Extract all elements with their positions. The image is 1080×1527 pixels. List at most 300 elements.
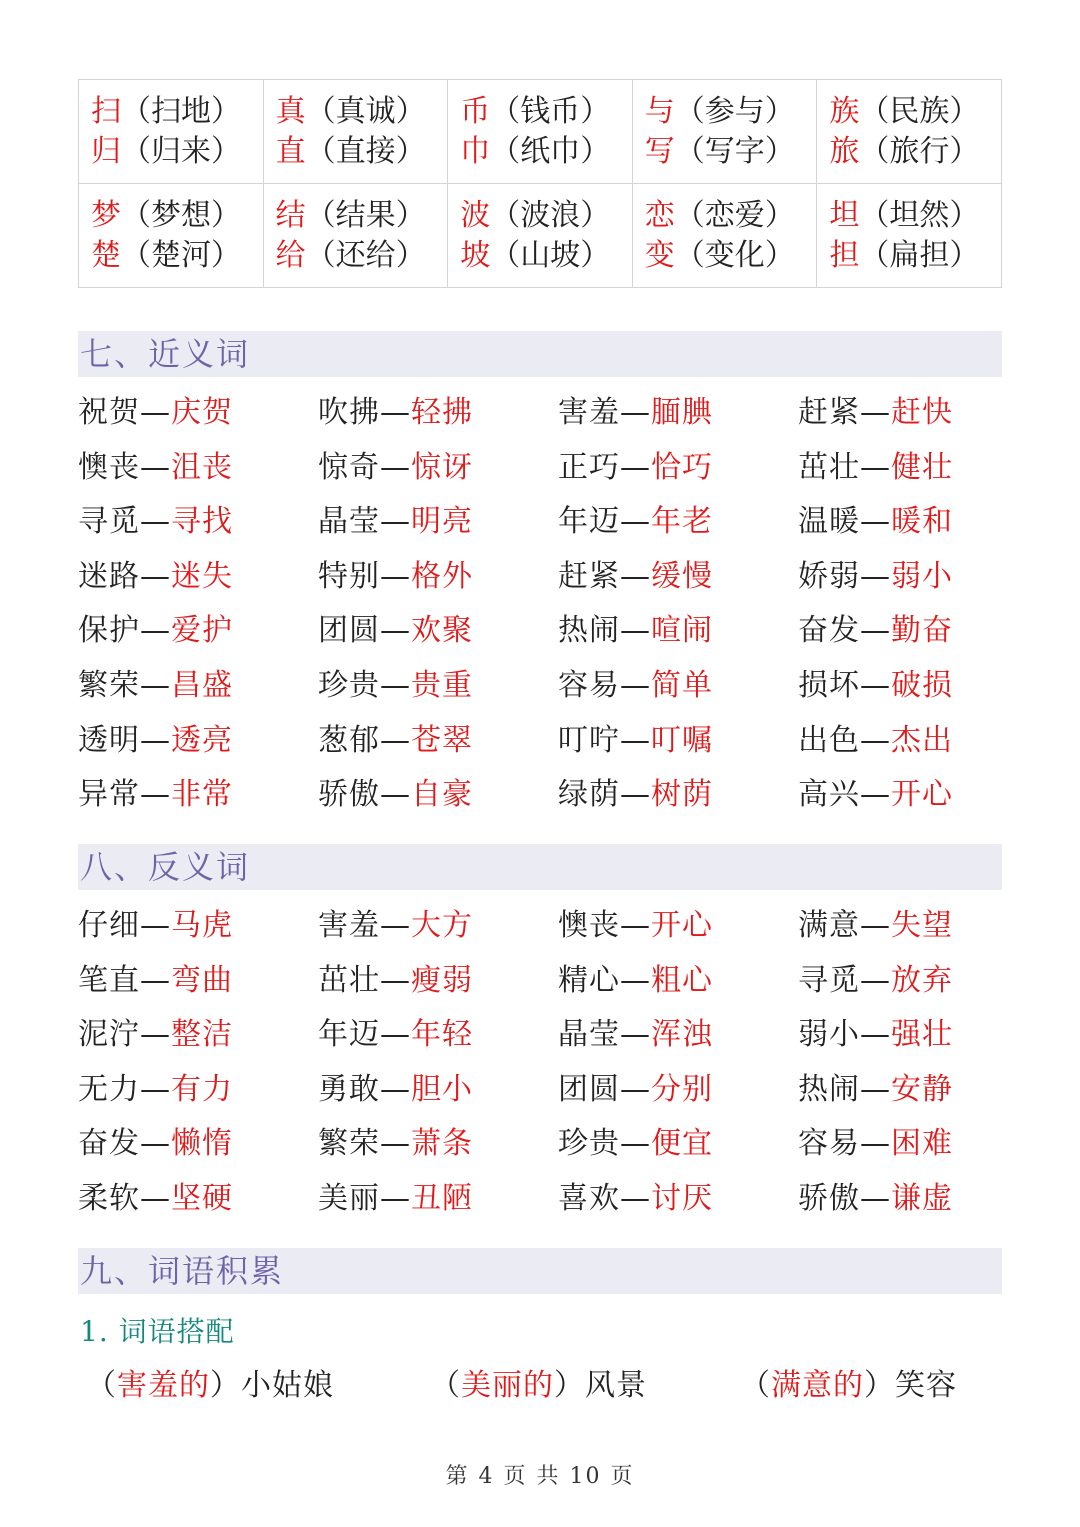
char-pair (645, 92, 817, 132)
example-word: 还给 (335, 237, 396, 273)
synonym-pair (558, 768, 798, 823)
paren-close: ） (764, 237, 795, 273)
word-given: 泥泞 (78, 1017, 140, 1053)
word-answer: 暖和 (891, 504, 953, 540)
word-answer: 讨厌 (651, 1180, 713, 1216)
collocation-item (430, 1364, 647, 1408)
word-row (78, 386, 1038, 441)
dash: — (620, 1126, 651, 1162)
dash: — (140, 504, 171, 540)
example-word: 扁担 (889, 237, 950, 273)
synonym-pair (558, 386, 798, 441)
section-title: 七、近义词 (80, 335, 251, 373)
word-answer: 放弃 (891, 962, 953, 998)
word-given: 损坏 (798, 667, 860, 703)
word-row (78, 899, 1038, 954)
antonym-pair (798, 1172, 1038, 1227)
example-word: 民族 (889, 93, 950, 129)
table-row (79, 80, 1002, 184)
word-answer: 困难 (891, 1126, 953, 1162)
char-pair (91, 92, 263, 132)
section-title: 八、反义词 (80, 848, 251, 886)
antonym-pair (318, 1063, 558, 1118)
dash: — (380, 777, 411, 813)
word-answer: 格外 (411, 558, 473, 594)
paren-close: ） (949, 197, 980, 233)
paren-open: （ (121, 93, 151, 129)
word-given: 弱小 (798, 1017, 860, 1053)
word-answer: 沮丧 (171, 449, 233, 485)
section-header-vocab (78, 1248, 1002, 1294)
paren-open: （ (86, 1368, 117, 1403)
paren-open: （ (490, 133, 521, 169)
synonym-pair (318, 604, 558, 659)
antonym-pair (78, 1172, 318, 1227)
target-char: 与 (644, 93, 675, 129)
word-given: 吹拂 (318, 395, 380, 430)
dash: — (860, 558, 891, 594)
paren-open: （ (490, 237, 521, 273)
antonym-pair (78, 954, 318, 1009)
synonym-pair (318, 550, 558, 605)
word-answer: 杰出 (891, 722, 953, 758)
dash: — (380, 613, 411, 649)
dash: — (860, 667, 891, 703)
synonym-pair (798, 768, 1038, 823)
char-pair (276, 132, 448, 172)
page-footer: 第 4 页 共 10 页 (445, 1464, 635, 1489)
target-char: 族 (829, 93, 860, 129)
table-cell (448, 184, 633, 288)
word-answer: 轻拂 (411, 395, 473, 430)
dash: — (620, 558, 651, 594)
target-char: 楚 (91, 237, 121, 273)
char-pair (276, 92, 448, 132)
dash: — (380, 722, 411, 758)
dash: — (140, 395, 171, 430)
antonym-pair (558, 954, 798, 1009)
synonym-pair (558, 604, 798, 659)
example-word: 波浪 (520, 197, 581, 233)
word-answer: 苍翠 (411, 722, 473, 758)
table-row (79, 184, 1002, 288)
synonym-pair (318, 495, 558, 550)
dash: — (140, 1017, 171, 1053)
word-given: 寻觅 (798, 962, 860, 998)
dash: — (140, 449, 171, 485)
dash: — (380, 558, 411, 594)
word-answer: 坚硬 (171, 1180, 233, 1216)
word-given: 珍贵 (318, 667, 380, 703)
synonym-pair (798, 714, 1038, 769)
word-answer: 开心 (891, 777, 953, 813)
antonym-pair (78, 1063, 318, 1118)
synonym-pair (558, 714, 798, 769)
word-given: 叮咛 (558, 722, 620, 758)
paren-close: ） (554, 1368, 585, 1403)
word-given: 赶紧 (798, 395, 860, 430)
synonym-pair (318, 714, 558, 769)
dash: — (620, 667, 651, 703)
word-answer: 迷失 (171, 558, 233, 594)
paren-close: ） (210, 1368, 241, 1403)
table-cell (79, 184, 264, 288)
word-answer: 勤奋 (891, 613, 953, 649)
word-answer: 弱小 (891, 558, 953, 594)
section-header-antonyms (78, 844, 1002, 890)
dash: — (140, 1180, 171, 1216)
word-answer: 爱护 (171, 613, 233, 649)
paren-close: ） (395, 237, 426, 273)
word-row (78, 954, 1038, 1009)
synonym-pair (78, 714, 318, 769)
dash: — (860, 722, 891, 758)
synonym-pair (78, 604, 318, 659)
dash: — (380, 1126, 411, 1162)
word-given: 繁荣 (318, 1126, 380, 1162)
word-row (78, 604, 1038, 659)
paren-open: （ (740, 1368, 771, 1403)
example-word: 写字 (704, 133, 765, 169)
word-given: 繁荣 (78, 667, 140, 703)
target-char: 变 (644, 237, 675, 273)
dash: — (620, 962, 651, 998)
word-answer: 叮嘱 (651, 722, 713, 758)
paren-open: （ (674, 237, 705, 273)
word-given: 异常 (78, 777, 140, 813)
paren-open: （ (121, 133, 151, 169)
paren-open: （ (121, 237, 151, 273)
paren-open: （ (859, 197, 890, 233)
word-answer: 便宜 (651, 1126, 713, 1162)
paren-close: ） (211, 93, 241, 129)
dash: — (140, 613, 171, 649)
word-given: 柔软 (78, 1180, 140, 1216)
dash: — (620, 722, 651, 758)
table-cell (263, 80, 448, 184)
word-answer: 开心 (651, 908, 713, 943)
char-pair (91, 132, 263, 172)
word-answer: 恰巧 (651, 449, 713, 485)
word-row (78, 1063, 1038, 1118)
dash: — (620, 777, 651, 813)
example-word: 参与 (704, 93, 765, 129)
word-given: 娇弱 (798, 558, 860, 594)
antonym-pair (558, 1117, 798, 1172)
example-word: 旅行 (889, 133, 950, 169)
word-given: 害羞 (558, 395, 620, 430)
paren-open: （ (121, 197, 151, 233)
antonym-pair (558, 899, 798, 954)
dash: — (620, 395, 651, 430)
word-given: 特别 (318, 558, 380, 594)
word-given: 容易 (558, 667, 620, 703)
antonym-pair (558, 1172, 798, 1227)
section-header-synonyms (78, 331, 1002, 377)
character-comparison-table (78, 79, 1002, 288)
example-word: 纸巾 (520, 133, 581, 169)
word-given: 晶莹 (558, 1017, 620, 1053)
word-answer: 有力 (171, 1071, 233, 1107)
collocation-answer: 害羞的 (117, 1368, 210, 1403)
word-given: 害羞 (318, 908, 380, 943)
word-answer: 整洁 (171, 1017, 233, 1053)
word-given: 惊奇 (318, 449, 380, 485)
table-cell (632, 80, 817, 184)
char-pair (276, 236, 448, 276)
word-answer: 庆贺 (171, 395, 233, 430)
dash: — (620, 613, 651, 649)
paren-open: （ (305, 197, 336, 233)
paren-open: （ (859, 93, 890, 129)
char-pair (460, 132, 632, 172)
dash: — (380, 1180, 411, 1216)
target-char: 归 (91, 133, 121, 169)
example-word: 梦想 (151, 197, 211, 233)
word-given: 容易 (798, 1126, 860, 1162)
word-given: 赶紧 (558, 558, 620, 594)
word-answer: 瘦弱 (411, 962, 473, 998)
word-row (78, 550, 1038, 605)
collocation-noun: 小姑娘 (241, 1368, 334, 1403)
word-given: 寻觅 (78, 504, 140, 540)
dash: — (620, 1071, 651, 1107)
synonym-pair (558, 441, 798, 496)
word-answer: 树荫 (651, 777, 713, 813)
word-given: 奋发 (78, 1126, 140, 1162)
synonym-pair (798, 441, 1038, 496)
char-pair (829, 236, 1001, 276)
word-answer: 简单 (651, 667, 713, 703)
dash: — (860, 777, 891, 813)
word-given: 绿荫 (558, 777, 620, 813)
antonym-pair (558, 1063, 798, 1118)
dash: — (140, 962, 171, 998)
paren-close: ） (764, 133, 795, 169)
char-pair (645, 196, 817, 236)
synonym-pair (78, 441, 318, 496)
word-row (78, 768, 1038, 823)
paren-open: （ (859, 133, 890, 169)
antonym-pair (798, 1063, 1038, 1118)
word-given: 满意 (798, 908, 860, 943)
dash: — (860, 1180, 891, 1216)
paren-open: （ (674, 133, 705, 169)
word-row (78, 1172, 1038, 1227)
table-cell (817, 80, 1002, 184)
paren-close: ） (764, 93, 795, 129)
paren-open: （ (305, 93, 336, 129)
target-char: 波 (460, 197, 491, 233)
char-pair (460, 92, 632, 132)
table-cell (263, 184, 448, 288)
synonym-pair (558, 659, 798, 714)
paren-close: ） (580, 197, 611, 233)
synonym-pair (558, 550, 798, 605)
word-answer: 谦虚 (891, 1180, 953, 1216)
word-given: 骄傲 (798, 1180, 860, 1216)
char-pair (645, 132, 817, 172)
word-given: 透明 (78, 722, 140, 758)
target-char: 真 (275, 93, 306, 129)
antonym-pair (798, 1008, 1038, 1063)
dash: — (140, 777, 171, 813)
dash: — (860, 962, 891, 998)
word-row (78, 714, 1038, 769)
synonym-pair (78, 495, 318, 550)
dash: — (380, 1017, 411, 1053)
paren-close: ） (949, 237, 980, 273)
antonym-grid (78, 899, 1038, 1227)
dash: — (140, 667, 171, 703)
word-given: 懊丧 (558, 908, 620, 943)
word-given: 晶莹 (318, 504, 380, 540)
word-given: 祝贺 (78, 395, 140, 430)
word-answer: 腼腆 (651, 395, 713, 430)
synonym-pair (318, 768, 558, 823)
word-given: 美丽 (318, 1180, 380, 1216)
dash: — (140, 908, 171, 943)
paren-open: （ (490, 93, 521, 129)
word-given: 迷路 (78, 558, 140, 594)
dash: — (620, 449, 651, 485)
example-word: 坦然 (889, 197, 950, 233)
paren-open: （ (674, 197, 705, 233)
word-answer: 破损 (891, 667, 953, 703)
word-given: 喜欢 (558, 1180, 620, 1216)
example-word: 山坡 (520, 237, 581, 273)
synonym-grid (78, 386, 1038, 823)
char-pair (645, 236, 817, 276)
word-answer: 丑陋 (411, 1180, 473, 1216)
char-pair (276, 196, 448, 236)
word-answer: 大方 (411, 908, 473, 943)
target-char: 坡 (460, 237, 491, 273)
word-answer: 年老 (651, 504, 713, 540)
word-given: 懊丧 (78, 449, 140, 485)
word-given: 出色 (798, 722, 860, 758)
dash: — (140, 722, 171, 758)
char-pair (829, 92, 1001, 132)
antonym-pair (558, 1008, 798, 1063)
target-char: 恋 (644, 197, 675, 233)
paren-open: （ (305, 237, 336, 273)
word-given: 奋发 (798, 613, 860, 649)
dash: — (380, 449, 411, 485)
dash: — (620, 504, 651, 540)
dash: — (140, 1071, 171, 1107)
word-given: 热闹 (558, 613, 620, 649)
synonym-pair (798, 659, 1038, 714)
dash: — (860, 504, 891, 540)
example-word: 钱币 (520, 93, 581, 129)
target-char: 给 (275, 237, 306, 273)
example-word: 结果 (335, 197, 396, 233)
example-word: 楚河 (151, 237, 211, 273)
target-char: 写 (644, 133, 675, 169)
paren-open: （ (430, 1368, 461, 1403)
dash: — (380, 667, 411, 703)
word-given: 茁壮 (318, 962, 380, 998)
target-char: 扫 (91, 93, 121, 129)
dash: — (860, 449, 891, 485)
dash: — (380, 962, 411, 998)
synonym-pair (318, 441, 558, 496)
target-char: 币 (460, 93, 491, 129)
paren-close: ） (211, 133, 241, 169)
paren-close: ） (764, 197, 795, 233)
word-answer: 自豪 (411, 777, 473, 813)
target-char: 结 (275, 197, 306, 233)
paren-open: （ (305, 133, 336, 169)
word-answer: 健壮 (891, 449, 953, 485)
word-given: 精心 (558, 962, 620, 998)
word-given: 笔直 (78, 962, 140, 998)
antonym-pair (798, 899, 1038, 954)
paren-close: ） (395, 93, 426, 129)
paren-close: ） (395, 133, 426, 169)
word-given: 珍贵 (558, 1126, 620, 1162)
synonym-pair (78, 768, 318, 823)
word-answer: 马虎 (171, 908, 233, 943)
paren-open: （ (490, 197, 521, 233)
char-pair (829, 132, 1001, 172)
dash: — (140, 1126, 171, 1162)
synonym-pair (78, 550, 318, 605)
section-title: 九、词语积累 (80, 1252, 285, 1290)
antonym-pair (318, 899, 558, 954)
synonym-pair (318, 659, 558, 714)
word-answer: 寻找 (171, 504, 233, 540)
word-answer: 分别 (651, 1071, 713, 1107)
word-answer: 透亮 (171, 722, 233, 758)
target-char: 梦 (91, 197, 121, 233)
dash: — (860, 908, 891, 943)
target-char: 担 (829, 237, 860, 273)
word-answer: 弯曲 (171, 962, 233, 998)
synonym-pair (798, 604, 1038, 659)
dash: — (380, 395, 411, 430)
word-answer: 浑浊 (651, 1017, 713, 1053)
dash: — (860, 395, 891, 430)
word-answer: 胆小 (411, 1071, 473, 1107)
dash: — (380, 504, 411, 540)
collocation-noun: 笑容 (895, 1368, 957, 1403)
word-answer: 欢聚 (411, 613, 473, 649)
paren-close: ） (211, 237, 241, 273)
collocation-noun: 风景 (585, 1368, 647, 1403)
dash: — (860, 613, 891, 649)
antonym-pair (318, 1117, 558, 1172)
example-word: 归来 (151, 133, 211, 169)
dash: — (380, 1071, 411, 1107)
word-answer: 喧闹 (651, 613, 713, 649)
paren-close: ） (580, 133, 611, 169)
dash: — (860, 1017, 891, 1053)
word-answer: 年轻 (411, 1017, 473, 1053)
dash: — (860, 1071, 891, 1107)
paren-close: ） (211, 197, 241, 233)
table-cell (79, 80, 264, 184)
synonym-pair (798, 495, 1038, 550)
table-cell (632, 184, 817, 288)
paren-open: （ (674, 93, 705, 129)
word-row (78, 1008, 1038, 1063)
word-answer: 非常 (171, 777, 233, 813)
word-answer: 缓慢 (651, 558, 713, 594)
word-answer: 明亮 (411, 504, 473, 540)
char-pair (829, 196, 1001, 236)
